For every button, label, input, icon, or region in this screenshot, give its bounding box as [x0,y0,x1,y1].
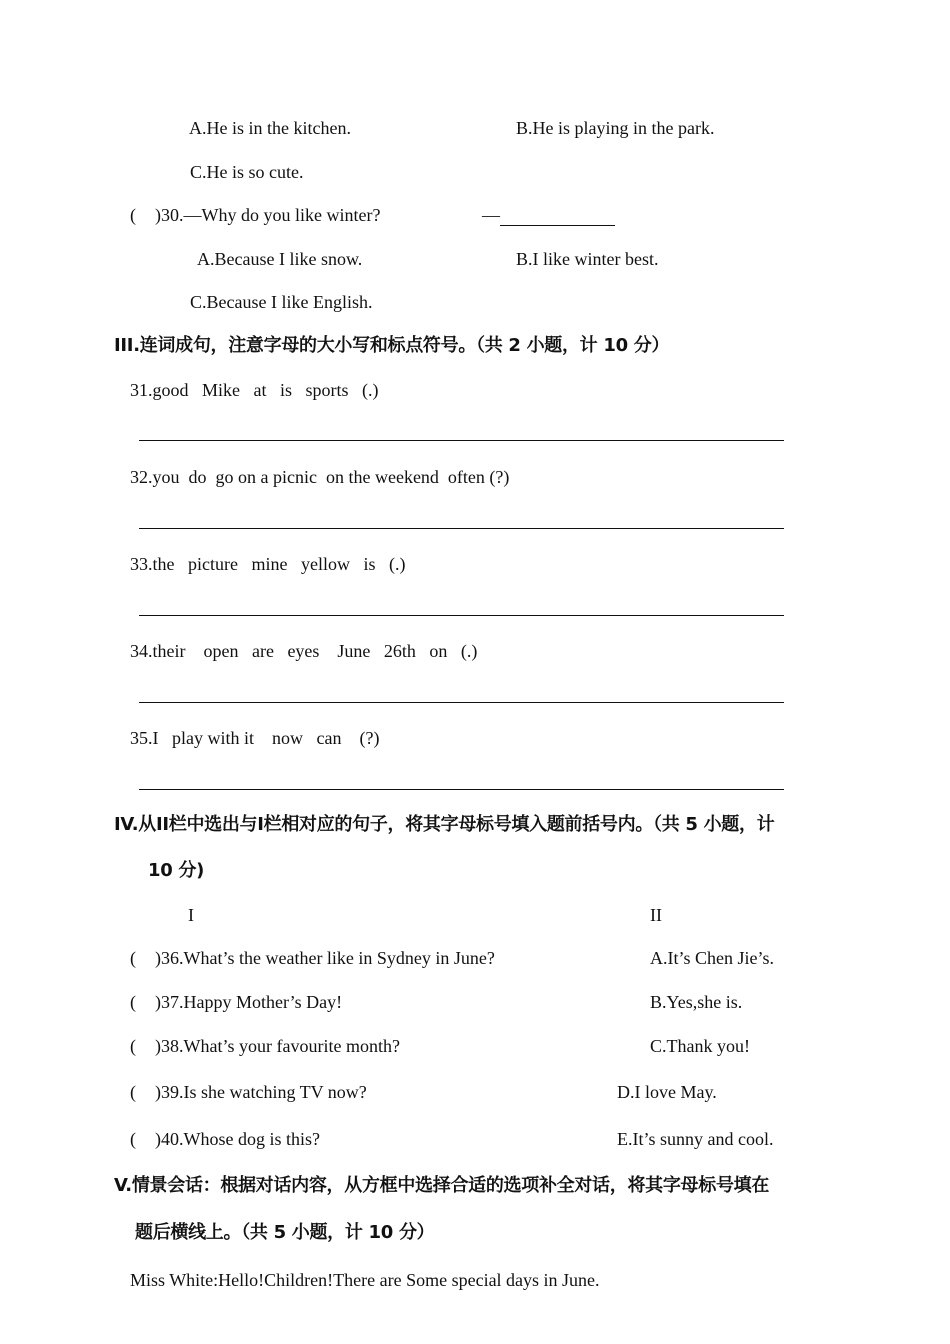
q30-answer-blank[interactable] [482,204,615,226]
section5-heading-cont: 题后横线上。（共 5 小题，计 10 分） [135,1222,435,1243]
section5-heading: V.情景会话：根据对话内容，从方框中选择合适的选项补全对话，将其字母标号填在 [114,1175,770,1196]
q32-words: 32.you do go on a picnic on the weekend often (?) [130,467,510,487]
dialogue-line-1: Miss White:Hello!Children!There are Some special days in June. [130,1270,600,1290]
section3-heading: III.连词成句，注意字母的大小写和标点符号。（共 2 小题，计 10 分） [114,335,670,356]
q30-option-b: B.I like winter best. [516,249,659,269]
q34-words: 34.their open are eyes June 26th on (.) [130,641,478,661]
column-ii-header: II [650,905,662,925]
q35-words: 35.I play with it now can (?) [130,728,380,748]
q29-option-c: C.He is so cute. [190,162,304,182]
section4-heading: IV.从II栏中选出与I栏相对应的句子，将其字母标号填入题前括号内。（共 5 小题，计 [114,814,775,835]
q31-words: 31.good Mike at is sports (.) [130,380,379,400]
q35-answer-line[interactable] [139,789,784,790]
q31-answer-line[interactable] [139,440,784,441]
q37-question: )37.Happy Mother’s Day! [155,992,343,1012]
q39-answer-paren[interactable]: ( [130,1082,136,1102]
q30-blank-line[interactable] [500,207,615,226]
section4-heading-cont: 10 分) [148,860,205,881]
q39-question: )39.Is she watching TV now? [155,1082,367,1102]
q30-option-c: C.Because I like English. [190,292,373,312]
q36-question: )36.What’s the weather like in Sydney in June? [155,948,495,968]
q32-answer-line[interactable] [139,528,784,529]
q40-answer-paren[interactable]: ( [130,1129,136,1149]
option-b: B.Yes,she is. [650,992,743,1012]
column-i-header: I [188,905,194,925]
q37-answer-paren[interactable]: ( [130,992,136,1012]
option-d: D.I love May. [617,1082,717,1102]
q30-question: )30.—Why do you like winter? [155,205,381,225]
q30-option-a: A.Because I like snow. [197,249,363,269]
q38-question: )38.What’s your favourite month? [155,1036,400,1056]
q34-answer-line[interactable] [139,702,784,703]
q30-answer-paren[interactable]: ( [130,205,136,225]
q40-question: )40.Whose dog is this? [155,1129,320,1149]
q36-answer-paren[interactable]: ( [130,948,136,968]
q33-words: 33.the picture mine yellow is (.) [130,554,406,574]
option-c: C.Thank you! [650,1036,750,1056]
q29-option-a: A.He is in the kitchen. [189,118,351,138]
q29-option-b: B.He is playing in the park. [516,118,715,138]
option-e: E.It’s sunny and cool. [617,1129,774,1149]
q38-answer-paren[interactable]: ( [130,1036,136,1056]
q33-answer-line[interactable] [139,615,784,616]
q30-answer-dash: — [482,205,500,225]
option-a: A.It’s Chen Jie’s. [650,948,774,968]
